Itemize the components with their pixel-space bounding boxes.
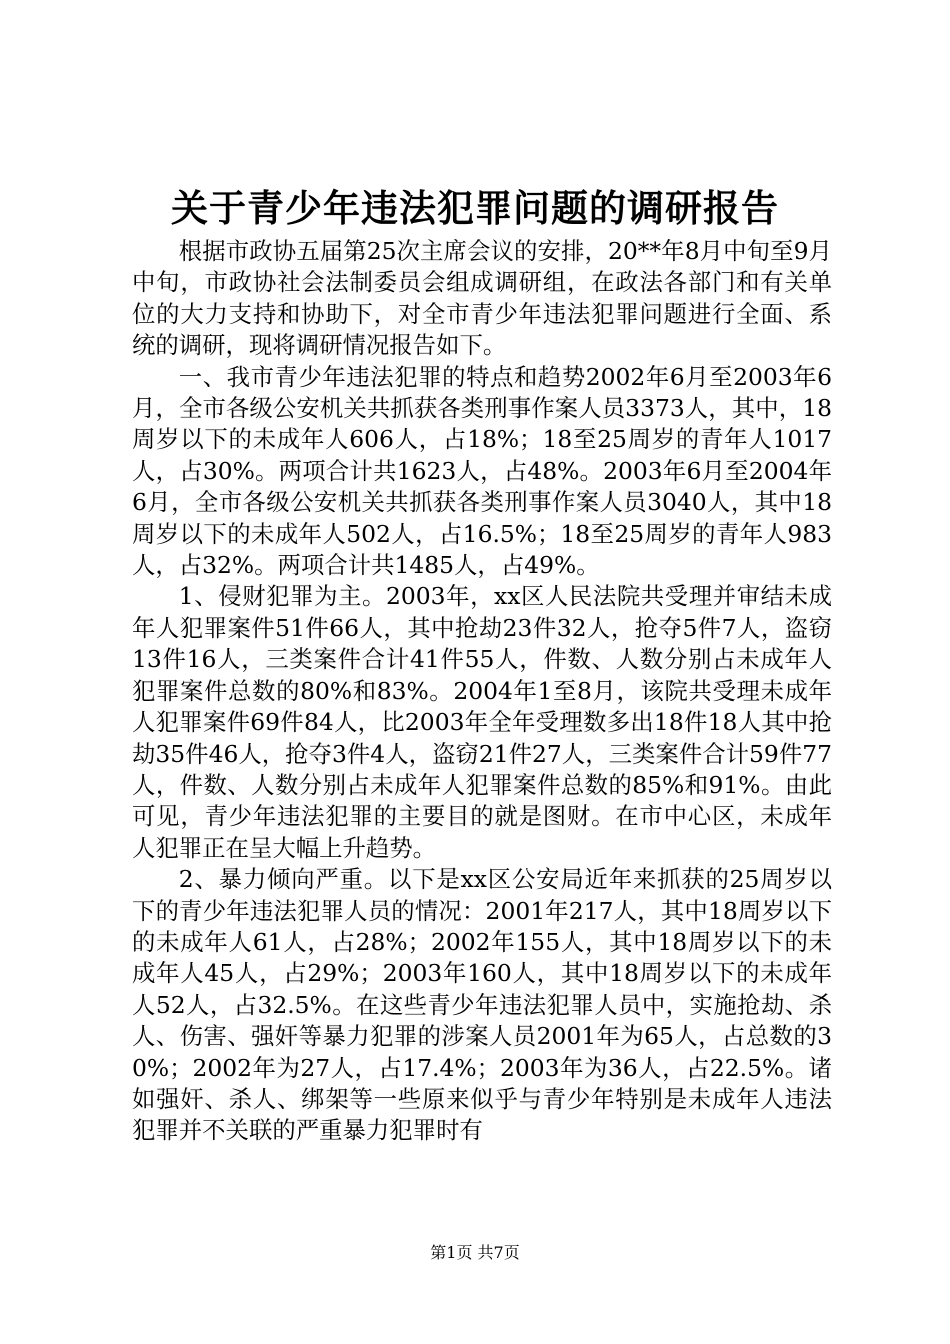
page-number-footer: 第1页 共7页 [430, 1243, 520, 1262]
paragraph-section-1: 一、我市青少年违法犯罪的特点和趋势2002年6月至2003年6月，全市各级公安机关共抓获各类刑事作案人员3373人，其中，18周岁以下的未成年人606人，占18%；18至25周岁的青年人1017人，占30%。两项合计共1623人，占48%。2003年6月至2004年6月，全市各级公安机关共抓获各类刑事作案人员3040人，其中18周岁以下的未成年人502人，占16.5%；18至25周岁的青年人983人，占32%。两项合计共1485人，占49%。 [132, 362, 832, 580]
paragraph-intro: 根据市政协五届第25次主席会议的安排，20**年8月中旬至9月中旬，市政协社会法制委员会组成调研组，在政法各部门和有关单位的大力支持和协助下，对全市青少年违法犯罪问题进行全面、系统的调研，现将调研情况报告如下。 [132, 237, 832, 360]
paragraph-property-crime: 1、侵财犯罪为主。2003年，xx区人民法院共受理并审结未成年人犯罪案件51件66人，其中抢劫23件32人，抢夺5件7人，盗窃13件16人，三类案件合计41件55人，件数、人数分别占未成年人犯罪案件总数的80%和83%。2004年1至8月，该院共受理未成年人犯罪案件69件84人，比2003年全年受理数多出18件18人其中抢劫35件46人，抢夺3件4人，盗窃21件27人，三类案件合计59件77人，件数、人数分别占未成年人犯罪案件总数的85%和91%。由此可见，青少年违法犯罪的主要目的就是图财。在市中心区，未成年人犯罪正在呈大幅上升趋势。 [132, 582, 832, 862]
paragraph-violent-crime: 2、暴力倾向严重。以下是xx区公安局近年来抓获的25周岁以下的青少年违法犯罪人员的情况：2001年217人，其中18周岁以下的未成年人61人，占28%；2002年155人，其中18周岁以下的未成年人45人，占29%；2003年160人，其中18周岁以下的未成年人52人，占32.5%。在这些青少年违法犯罪人员中，实施抢劫、杀人、伤害、强奸等暴力犯罪的涉案人员2001年为65人，占总数的30%；2002年为27人，占17.4%；2003年为36人，占22.5%。诸如强奸、杀人、绑架等一些原来似乎与青少年特别是未成年人违法犯罪并不关联的严重暴力犯罪时有 [132, 865, 832, 1145]
document-title: 关于青少年违法犯罪问题的调研报告 [171, 186, 779, 230]
document-body [132, 236, 832, 1147]
